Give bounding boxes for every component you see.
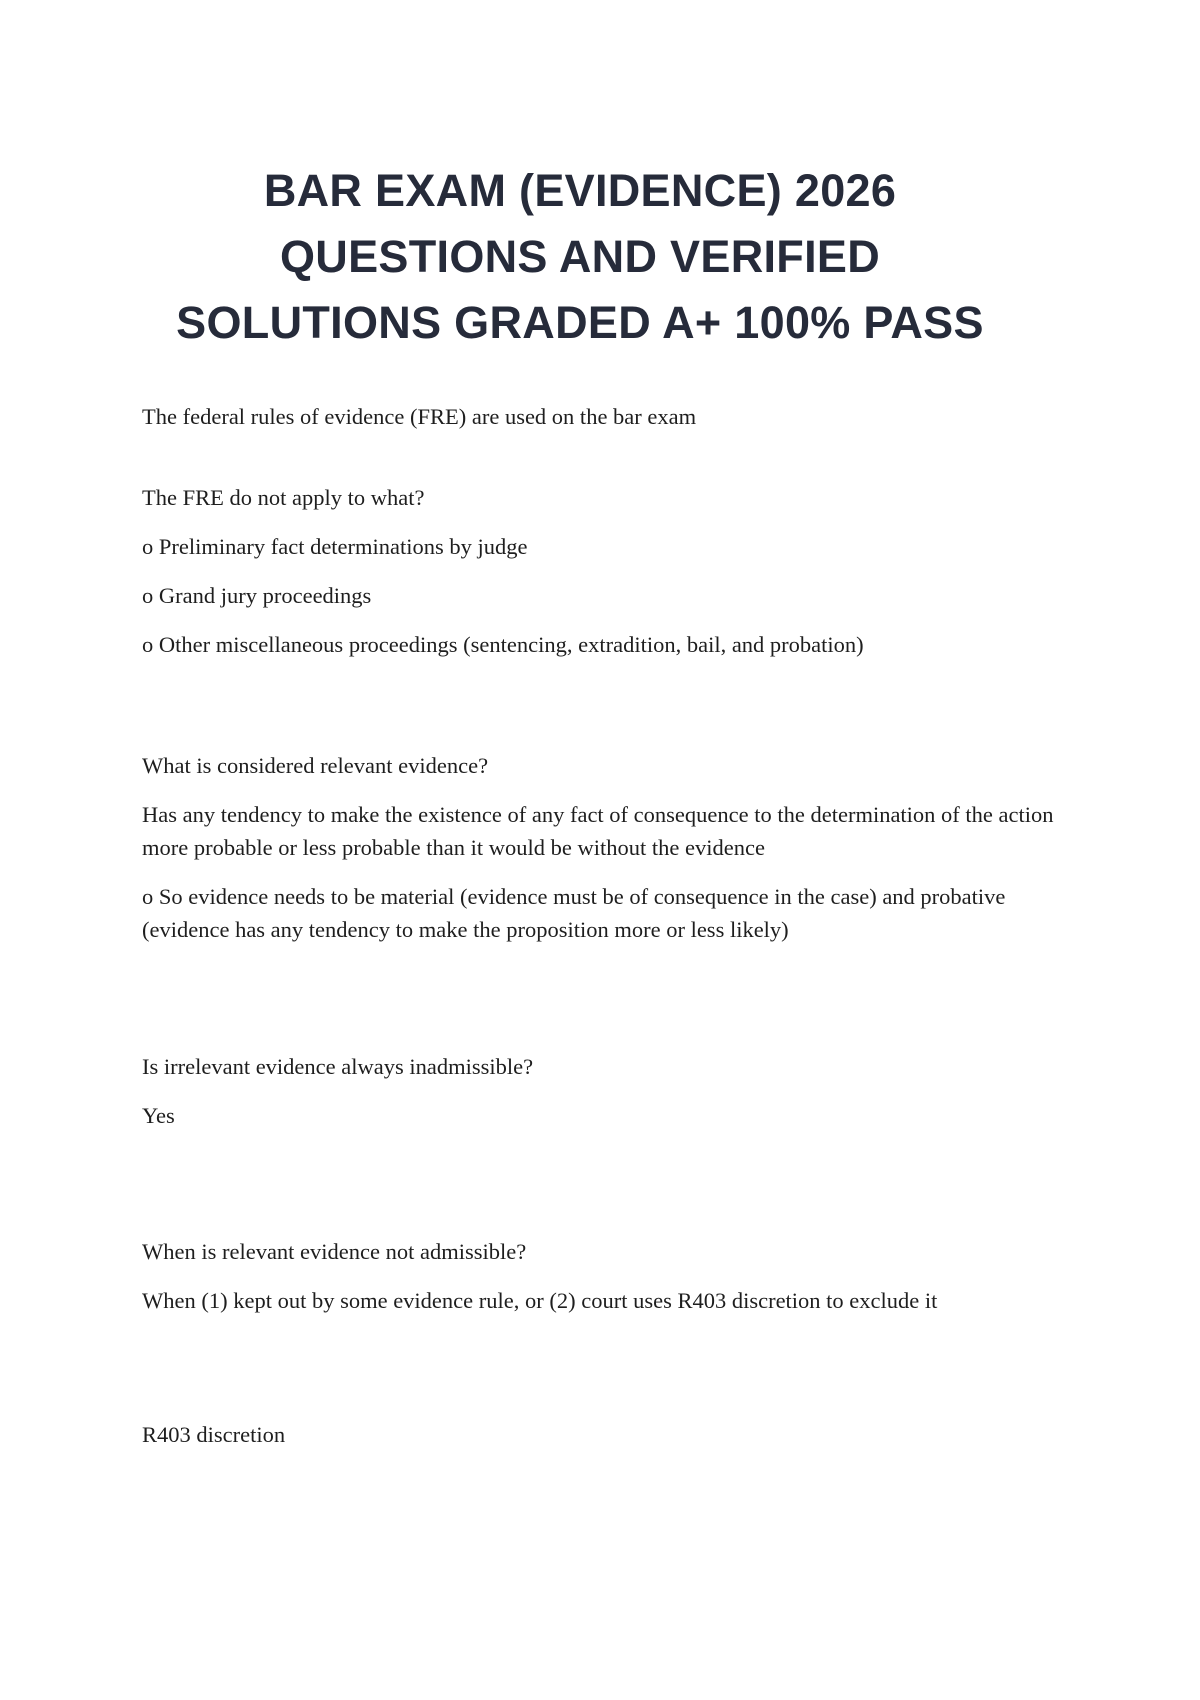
title-line: BAR EXAM (EVIDENCE) 2026: [263, 165, 897, 216]
answer-text: o Other miscellaneous proceedings (sentencing, extradition, bail, and probation): [142, 632, 864, 657]
answer-text: o Preliminary fact determinations by judge: [142, 534, 528, 559]
answer-text: When (1) kept out by some evidence rule, or (2) court uses R403 discretion to exclude it: [142, 1288, 938, 1313]
title-line: QUESTIONS AND VERIFIED: [280, 231, 880, 282]
title-line: SOLUTIONS GRADED A+ 100% PASS: [176, 297, 984, 348]
document-title: [100, 158, 1060, 356]
answer-text: Has any tendency to make the existence of any fact of consequence to the determination of the action more probable or less probable than it would be without the evidence: [142, 802, 1054, 860]
intro-paragraph: The federal rules of evidence (FRE) are used on the bar exam: [142, 404, 697, 429]
question-text: What is considered relevant evidence?: [142, 753, 489, 778]
question-text: The FRE do not apply to what?: [142, 485, 425, 510]
question-text: When is relevant evidence not admissible?: [142, 1239, 527, 1264]
answer-text: o So evidence needs to be material (evidence must be of consequence in the case) and probative (evidence has any tendency to make the proposition more or less likely): [142, 884, 1006, 942]
question-text: Is irrelevant evidence always inadmissible?: [142, 1054, 534, 1079]
answer-text: o Grand jury proceedings: [142, 583, 372, 608]
answer-text: Yes: [142, 1103, 175, 1128]
document-body: [142, 400, 1072, 1467]
question-text: R403 discretion: [142, 1422, 286, 1447]
